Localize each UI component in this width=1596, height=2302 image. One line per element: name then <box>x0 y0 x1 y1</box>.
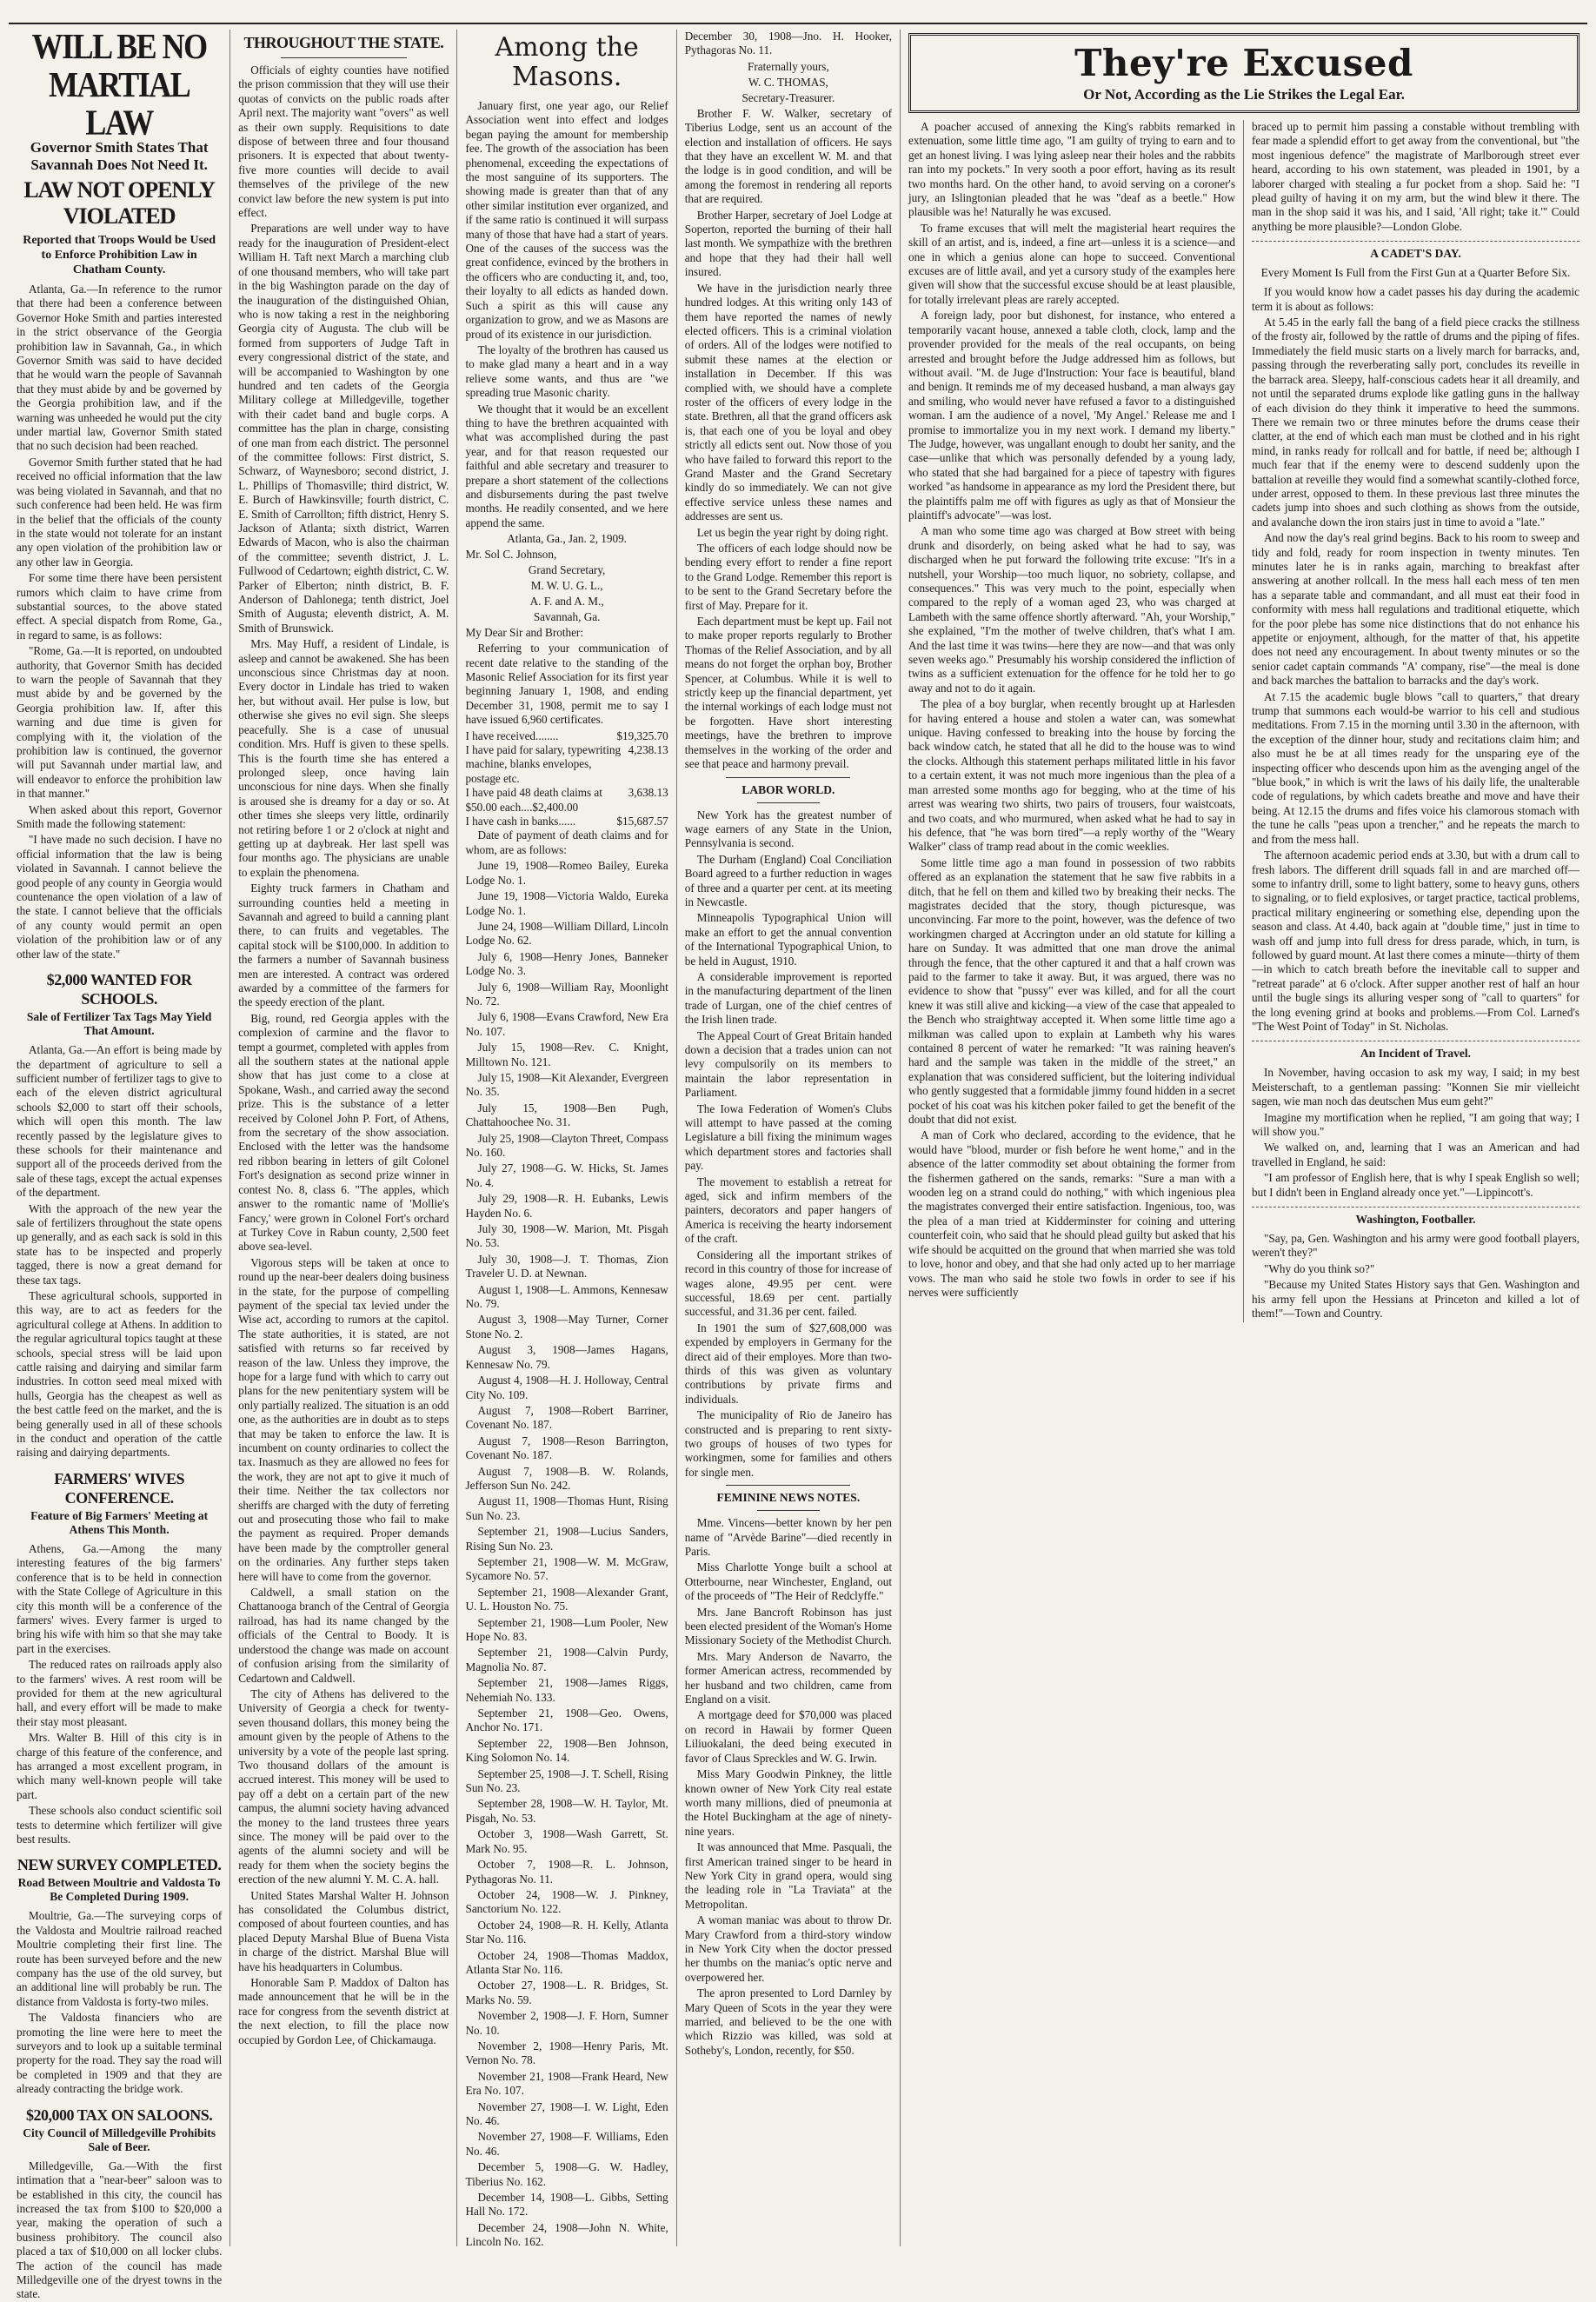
paragraph: The movement to establish a retreat for aged, sick and infirm members of the painters, decorators and paper hangers of America is receiving the hearty indorsement of the craft. <box>684 1174 892 1246</box>
death-claim-item: December 24, 1908—John N. White, Lincoln No. 162. <box>465 2220 668 2249</box>
death-claim-item: June 19, 1908—Romeo Bailey, Eureka Lodge No. 1. <box>465 859 668 887</box>
death-claim-item: November 27, 1908—I. W. Light, Eden No. 46. <box>465 2099 668 2127</box>
paragraph: A considerable improvement is reported in the manufacturing department of the linen trade of Lurgan, one of the chief centres of the Irish linen trade. <box>684 969 892 1027</box>
deck-excused: Or Not, According as the Lie Strikes the Legal Ear. <box>1083 86 1405 103</box>
paragraph: "Rome, Ga.—It is reported, on undoubted authority, that Governor Smith has decided to warn the people of Savannah that they must abide by and be governed by the Georgia prohibition law. If, after this warning and due time is given for complying with it, the violation of the prohibition law is continued, the governor will put Savannah under martial law, and will endeavor to enforce the prohibition law in that manner." <box>17 644 223 801</box>
death-claims-list <box>465 859 668 2249</box>
paragraph: The Valdosta financiers who are promoting the line were here to meet the surveyors and to look up a suitable terminal property for the road. They say the road will be completed in 1909 and that they are already contracting the bridge work. <box>17 2011 223 2096</box>
death-claim-item: August 7, 1908—Robert Barriner, Covenant No. 187. <box>465 1403 668 1432</box>
salutation: My Dear Sir and Brother: <box>465 626 583 640</box>
death-claim-item: July 30, 1908—J. T. Thomas, Zion Traveler U. D. at Newnan. <box>465 1252 668 1281</box>
deck-farmers-wives: Feature of Big Farmers' Meeting at Athens This Month. <box>30 1508 209 1536</box>
account-label: I have paid for salary, typewriting machine, blanks envelopes, postage etc. <box>465 743 622 785</box>
headline-saloon-tax: $20,000 TAX ON SALOONS. <box>25 2106 213 2124</box>
paragraph: "I am professor of English here, that is why I speak English so well; but I didn't been in England already once yet."—Lippincott's. <box>1252 1171 1579 1199</box>
account-value: $19,325.70 <box>616 729 668 742</box>
paragraph: The Iowa Federation of Women's Clubs will attempt to have passed at the coming Legislature a bill fixing the minimum wages which department stores and factories shall pay. <box>684 1101 892 1173</box>
column-4 <box>677 30 901 2246</box>
account-value: 4,238.13 <box>628 743 668 757</box>
paragraph: Let us begin the year right by doing right. <box>696 525 888 539</box>
account-label: I have cash in banks...... <box>465 815 576 828</box>
paragraph: Mrs. Walter B. Hill of this city is in charge of this feature of the conference, and has arranged a most excellent program, in which many well-known people will take part. <box>17 1731 223 1801</box>
headline-feminine-news: FEMININE NEWS NOTES. <box>716 1491 861 1505</box>
paragraph: When asked about this report, Governor Smith made the following statement: <box>17 802 223 831</box>
deck-saloon-tax: City Council of Milledgeville Prohibits Sale of Beer. <box>23 2126 216 2153</box>
death-claim-item: November 2, 1908—Henry Paris, Mt. Vernon No. 78. <box>465 2039 668 2067</box>
headline-farmers-wives: FARMERS' WIVES CONFERENCE. <box>54 1469 185 1507</box>
paragraph: Big, round, red Georgia apples with the complexion of carmine and the flavor to tempt a gourmet, completed with apples from all the southern states at the national apple show that has just come to a close at Spokane, Wash., and carried away the second prize. This is the substance of a letter received by Colonel John P. Fort, of Athens, from the secretary of the show association. Enclosed with the letter was the handsome red ribbon bearing in letters of gilt Colonel Fort's designation as second prize winner in contest No. 8, class 6. "The apples, which answer to the romantic name of 'Mollie's Fancy,' were grown in Colonel Fort's orchard at Turkey Cove in Rabun county, 2,500 feet above sea-level. <box>238 1011 449 1254</box>
headline-martial-law: WILL BE NO MARTIAL LAW <box>31 26 207 143</box>
death-claim-item: September 28, 1908—W. H. Taylor, Mt. Pisgah, No. 53. <box>465 1797 668 1825</box>
death-claim-item: August 1, 1908—L. Ammons, Kennesaw No. 79. <box>465 1282 668 1311</box>
headline-schools: $2,000 WANTED FOR SCHOOLS. <box>46 971 192 1008</box>
headline-new-survey: NEW SURVEY COMPLETED. <box>17 1856 222 1874</box>
account-row <box>465 815 668 828</box>
divider <box>1252 241 1579 242</box>
account-label: I have received........ <box>465 729 559 742</box>
death-claim-item: October 24, 1908—R. H. Kelly, Atlanta Star No. 116. <box>465 1918 668 1946</box>
paragraph: Mme. Vincens—better known by her pen name of "Arvède Barine"—died recently in Paris. <box>684 1516 892 1558</box>
divider <box>1252 1207 1579 1208</box>
paragraph: These agricultural schools, supported in this way, are to act as feeders for the agricultural college at Athens. In addition to the regular agricultural topics taught at these schools, special stress will be laid upon cattle raising and dairying and similar farm industries. In cotton seed meal mixed with hulls, Georgia has the cheapest as well as the best cattle feed on the market, and the is being generally used in all of these schools in the conduct and operation of the cattle raising and dairying departments. <box>17 1289 223 1460</box>
death-claim-item: October 3, 1908—Wash Garrett, St. Mark No. 95. <box>465 1827 668 1855</box>
death-claim-item: August 7, 1908—B. W. Rolands, Jefferson Sun No. 242. <box>465 1464 668 1492</box>
top-rule <box>9 10 1587 24</box>
excused-headline-box <box>908 33 1579 113</box>
death-claim-item: September 21, 1908—Lum Pooler, New Hope No. 83. <box>465 1615 668 1643</box>
account-value: 3,638.13 <box>628 786 668 800</box>
paragraph: The Appeal Court of Great Britain handed down a decision that a trades union can not levy compulsorily on its members to maintain the labor representation in Parliament. <box>684 1028 892 1100</box>
paragraph: In 1901 the sum of $27,608,000 was expended by employers in Germany for the direct aid of their employes. More than two-thirds of this was given as voluntary contributions by private firms and individuals. <box>684 1321 892 1406</box>
account-row <box>465 786 668 815</box>
death-claim-item: June 19, 1908—Victoria Waldo, Eureka Lodge No. 1. <box>465 889 668 917</box>
death-claim-item: September 25, 1908—J. T. Schell, Rising Sun No. 23. <box>465 1766 668 1795</box>
death-claim-item: July 29, 1908—R. H. Eubanks, Lewis Hayden No. 6. <box>465 1192 668 1220</box>
addressee-line: Savannah, Ga. <box>533 610 601 624</box>
headline-incident-travel: An Incident of Travel. <box>1360 1047 1472 1061</box>
paragraph: The loyalty of the brothren has caused us to make glad many a heart and in a way relieve some wants, and thus are "we spreading true Masonic charity. <box>465 343 668 400</box>
account-value: $15,687.57 <box>616 815 668 828</box>
death-claim-item: July 15, 1908—Rev. C. Knight, Milltown No. 121. <box>465 1041 668 1068</box>
death-claim-item: August 4, 1908—H. J. Holloway, Central City No. 109. <box>465 1374 668 1401</box>
paragraph: "Because my United States History says that Gen. Washington and his army fell upon the Hessians at Princeton and killed a lot of them!"—Town and Country. <box>1252 1278 1579 1321</box>
paragraph: Minneapolis Typographical Union will make an effort to get the annual convention of the International Typographical Union, to be held in August, 1910. <box>684 911 892 968</box>
death-claim-item: June 24, 1908—William Dillard, Lincoln Lodge No. 62. <box>465 919 668 948</box>
death-claim-item: August 11, 1908—Thomas Hunt, Rising Sun No. 23. <box>465 1494 668 1522</box>
closing: Fraternally yours, <box>747 59 829 73</box>
divider <box>757 802 819 803</box>
paragraph: Moultrie, Ga.—The surveying corps of the Valdosta and Moultrie railroad reached Moultrie completing their first line. The route has been surveyed before and the new company has the use of the old survey, but an additional line will probably be run. The distance from Valdosta is forty-two miles. <box>17 1909 223 2008</box>
paragraph: In November, having occasion to ask my way, I said; in my best Meisterschaft, to a gentleman passing: "Konnen Sie mir vielleicht sagen, wie man noch das deutschen Mus eum geht?" <box>1252 1066 1579 1108</box>
paragraph: Preparations are well under way to have ready for the inauguration of President-elect William H. Taft next March a marching club of one thousand members, who will take part in the big Washington parade on the day of the inauguration of the distinguished Ohian, who is now taking a rest in the neighboring Georgia city of Augusta. The club will be formed from supporters of Judge Taft in every congressional district of the state, and will be accompanied to Washington by one hundred and ten cadets of the Georgia Military college at Milledgeville, together with their cadet band and bugle corps. A committee has the plan in charge, consisting of one man from each district. The personnel of the committee follows: First district, S. Schwarz, of Waynesboro; second district, J. L. Phillips of Thomasville; third district, W. E. Burch of Hawkinsville; fourth district, C. E. Smith of Carrollton; fifth district, Henry S. Jackson of Atlanta; sixth district, Warren Edwards of Macon, who is also the chairman of the committee; seventh district, J. L. Fullwood of Cedartown; eighth district, C. W. Parker of Elberton; ninth district, B. F. Anderson of Dahlonega; tenth district, Joel Smith of Augusta; eleventh district, A. M. Smith of Brunswick. <box>238 222 449 635</box>
addressee-line: A. F. and A. M., <box>529 595 604 609</box>
death-claim-item: July 6, 1908—William Ray, Moonlight No. 72. <box>465 980 668 1008</box>
death-claim-item: September 21, 1908—James Riggs, Nehemiah No. 133. <box>465 1676 668 1704</box>
paragraph: The Durham (England) Coal Conciliation Board agreed to a further reduction in wages of three and a quarter per cent. at its meeting in Newcastle. <box>684 852 892 908</box>
death-claim-item: August 3, 1908—James Hagans, Kennesaw No. 79. <box>465 1343 668 1371</box>
column-5b <box>1244 120 1579 1322</box>
death-claim-item: July 25, 1908—Clayton Threet, Compass No. 160. <box>465 1131 668 1159</box>
death-claim-item: October 7, 1908—R. L. Johnson, Pythagoras No. 11. <box>465 1858 668 1886</box>
paragraph: New York has the greatest number of wage earners of any State in the Union, Pennsylvania is second. <box>684 808 892 850</box>
death-claim-item: September 21, 1908—W. M. McGraw, Sycamore No. 57. <box>465 1554 668 1583</box>
paragraph: Honorable Sam P. Maddox of Dalton has made announcement that he will be in the race for congress from the seventh district at the next election, to fill the place now occupied by Gordon Lee, of Chickamauga. <box>238 1976 449 2046</box>
death-claim-item: July 27, 1908—G. W. Hicks, St. James No. 4. <box>465 1161 668 1189</box>
death-claim-item: November 21, 1908—Frank Heard, New Era No. 107. <box>465 2069 668 2098</box>
paragraph: Referring to your communication of recent date relative to the standing of the Masonic Relief Association for its first year beginning January 1, 1908, and ending December 31, 1908, permit me to say I have issued 6,960 certificates. <box>465 642 668 727</box>
deck-cadets-day: Every Moment Is Full from the First Gun at a Quarter Before Six. <box>1260 266 1571 280</box>
signer: W. C. THOMAS, <box>748 75 828 89</box>
paragraph: The municipality of Rio de Janeiro has constructed and is preparing to rent sixty-two groups of houses of two types for workingmen, some for families and others for single men. <box>684 1408 892 1479</box>
death-claim-item: August 3, 1908—May Turner, Corner Stone No. 2. <box>465 1313 668 1341</box>
paragraph: Each department must be kept up. Fail not to make proper reports regularly to Brother Thomas of the Relief Association, and by all means do not forget the orphan boy, Brother Spencer, at Columbus. While it is well to strictly keep up the financial department, yet the internal workings of each lodge must not be forgotten. Have short interesting meetings, have the brethren to improve themselves in the working of the order and see that peace and harmony prevail. <box>684 615 892 771</box>
paragraph: Imagine my mortification when he replied, "I am going that way; I will show you." <box>1252 1110 1579 1138</box>
paragraph: A mortgage deed for $70,000 was placed on record in Hawaii by former Queen Liliuokalani, the deed being executed in favor of Claus Spreckles and W. G. Irwin. <box>684 1708 892 1765</box>
deck-martial-law: Governor Smith States That Savannah Does Not Need It. <box>30 139 209 173</box>
paragraph: Caldwell, a small station on the Chattanooga branch of the Central of Georgia railroad, has had its name changed by the officials of the Central to Boody. It is understood the change was made on account of confusion arising from the similarity of Cedartown and Caldwell. <box>238 1586 449 1685</box>
addressee-line: Mr. Sol C. Johnson, <box>465 548 557 562</box>
account-row <box>465 743 668 786</box>
paragraph: "Why do you think so?" <box>1264 1261 1375 1275</box>
paragraph: At 5.45 in the early fall the bang of a field piece cracks the stillness of the frosty air, followed by the rattle of drums and the piping of fifes. Immediately the field music starts on a lively march for barracks, and, passing through the reverberating sally port, concludes its reveille in the barrack area. Sleepy, half-conscious cadets hear it all dreamily, and not until the separated drums explode like gatling guns in the hallway of each division do they think it imperative to heed the summons. There we remain two or three minutes before the drums cease their clatter, at the end of which each man must be clothed and in his right mind, in ranks ready for rollcall and for battle, if need be; although I much fear that if the enemy were to descend suddenly upon the battalion at reveille they would find a somewhat scantily-clothed force, under arrest, opposed to them. In these previous last three minutes the cadets jump into shoes and such clothing as shows from the outside, and avalanche down the iron stairs just in time to avoid a "late." <box>1252 316 1579 529</box>
deck-troops: Reported that Troops Would be Used to Enforce Prohibition Law in Chatham County. <box>23 234 216 276</box>
headline-cadets-day: A CADET'S DAY. <box>1370 247 1461 261</box>
addressee-line: M. W. U. G. L., <box>530 579 603 593</box>
paragraph: Mrs. Mary Anderson de Navarro, the former American actress, recommended by her husband and two children, came from England on a visit. <box>684 1649 892 1707</box>
death-claim-item: September 21, 1908—Alexander Grant, U. L. Houston No. 75. <box>465 1585 668 1613</box>
paragraph: Officials of eighty counties have notified the prison commission that they will use their quotas of convicts on the public roads after April next. The majority want "overs" as well as their own supply. Requisitions to date dispose of between three and four thousand prisoners. It is expected that about twenty-five more counties will decide to avail themselves of the privilege of the new convict law before the new system is put into effect. <box>238 63 449 220</box>
death-claim-item: October 24, 1908—W. J. Pinkney, Sanctorium No. 122. <box>465 1887 668 1916</box>
paragraph: Mrs. May Huff, a resident of Lindale, is asleep and cannot be awakened. She has been unconscious since Christmas day at noon. Every doctor in Lindale has tried to waken her, but without avail. Her pulse is low, but otherwise she gives no evil sign. She sleeps peacefully. She is a case of unusual condition. Mrs. Huff is given to these spells. This is the fourth time she has entered a prolonged sleep, once having lain unconscious for nine days. When she finally is aroused she is dreamy for a day or so. At other times she sleeps very little, ordinarily not retiring before 1 or 2 o'clock at night and getting up at daybreak. Her last spell was four months ago. The physicians are unable to explain the phenomena. <box>238 637 449 879</box>
death-claim-item: November 27, 1908—F. Williams, Eden No. 46. <box>465 2130 668 2158</box>
divider <box>726 1485 850 1486</box>
death-claim-item: July 30, 1908—W. Marion, Mt. Pisgah No. 53. <box>465 1222 668 1250</box>
paragraph: A man who some time ago was charged at Bow street with being drunk and disorderly, on being asked what he had to say, was discharged when he put forward the following trite excuse: "It's in a nutshell, your Worship—too much liquor, no sobriety, collapse, and consequences." This was very much to the point, especially when compared to the reply of a woman aged 23, who was charged at Lambeth with the same offence shortly afterward. "Ah, your Worship," she explained, "I'm the mother of twelve children, that's what I am. And the last time it was twins—here they are now—and that was only seven weeks ago." Presumably his worship considered the infliction of twins as a sufficient extenuation for the offence for he told her to go away and not to do it again. <box>908 524 1236 695</box>
accounts-table <box>465 729 668 829</box>
paragraph: The plea of a boy burglar, when recently brought up at Harlesden for having entered a house and stolen a water can, was somewhat unique. Having confessed to breaking into the house by forcing the back window catch, he stated that all he did to the house was to wind the clocks. Although this statement perhaps militated little in his favor to a certain extent, it was not much more ingenious than the plea of a man arrested some months ago for begging, who at the time of his arrest was wearing two shirts, two pairs of trousers, four waistcoats, and two coats, and who murmured, when asked what he had to say in his defence, that "he was born tired"—a reply worthy of the "Weary Walker" class of tramp read about in the comic weeklies. <box>908 697 1236 854</box>
paragraph: A woman maniac was about to throw Dr. Mary Crawford from a third-story window in New York City when the doctor pressed her thumbs on the maniac's optic nerve and overpowered her. <box>684 1913 892 1984</box>
paragraph: Some little time ago a man found in possession of two rabbits offered as an explanation the statement that he saw five rabbits in a ditch, that he fell on them and killed two by breaking their necks. The magistrates decided that the story, though picturesque, was unconvincing. Far more to the point, however, was the defence of two workingmen charged at Accrington under an old statute for killing a hare on Sunday. It was admitted that one man drove the animal through the fence, that the other captured it and that a half crown was paid to the farmer to take it away. But, it was argued, there was no evidence to show that "pussy" ever was killed, and for all the court knew it was still alive and kicking—a view of the case that appealed to the Bench who straightway accepted it. When some little time ago a milkman was called upon to explain at Lambeth why his wares contained 8 percent of water he remarked: "It was raining heaven's hard and the sample was taken in the middle of the street," an explanation that was considered sufficient, but the loitering individual who gently suggested that a formidable jimmy found hidden in a secret pocket of his coat was his kitchen poker failed to get the benefit of the doubt that did not exist. <box>908 855 1236 1127</box>
paragraph: Brother F. W. Walker, secretary of Tiberius Lodge, sent us an account of the election and installation of officers. He says that they have an excellent W. M. and that the lodge is in good condition, and will be among the foremost in rendering all reports that are required. <box>684 106 892 206</box>
paragraph: The reduced rates on railroads apply also to the farmers' wives. A rest room will be provided for them at the new agricultural hall, and every effort will be made to make their stay most pleasant. <box>17 1658 223 1728</box>
headline-masons: Among the Masons. <box>495 32 639 92</box>
headline-excused: They're Excused <box>1074 42 1413 84</box>
column-1 <box>9 26 230 2301</box>
death-claim-item: July 6, 1908—Henry Jones, Banneker Lodge No. 3. <box>465 949 668 978</box>
column-5 <box>901 30 1587 2246</box>
death-claim-item: September 22, 1908—Ben Johnson, King Solomon No. 14. <box>465 1736 668 1765</box>
addressee-line: Grand Secretary, <box>528 563 606 577</box>
paragraph: Vigorous steps will be taken at once to round up the near-beer dealers doing business in the state, for the purpose of compelling payment of the special tax levied under the Wise act, according to rumors at the capitol. The state authorities, it is stated, are not satisfied with returns so far received by reason of the law. Unless they improve, the hope for a large fund with which to carry out plans for the new penitentiary system will be only partially realized. The situation is an odd one, as the authorities are in doubt as to steps that may be taken to enforce the law. It is incumbent on county ordinaries to collect the tax. Inasmuch as they are allowed no fees for the work, they are not apt to give it much of their time. Neither the tax collectors nor sheriffs are charged with the duty of ferreting out and prosecuting those who fail to make the payment as required. Proper demands have been made by the comptroller general on the ordinaries. Any further steps taken here will have to come from the governor. <box>238 1255 449 1583</box>
death-claim-item: October 27, 1908—L. R. Bridges, St. Marks No. 59. <box>465 1979 668 2006</box>
death-claim-item: August 7, 1908—Reson Barrington, Covenant No. 187. <box>465 1434 668 1462</box>
headline-throughout-state: THROUGHOUT THE STATE. <box>243 34 444 51</box>
paragraph: We thought that it would be an excellent thing to have the brethren acquainted with what was accomplished during the past year, and for that reason requested our faithful and able secretary and treasurer to prepare a short statement of the collections and disbursements during the past twelve months. He readily consented, and we here append the same. <box>465 402 668 529</box>
paragraph: With the approach of the new year the sale of fertilizers throughout the state opens up generally, and as each sack is sold in this state has to be inspected and properly tagged, there is now a great demand for these tax tags. <box>17 1201 223 1287</box>
paragraph: A man of Cork who declared, according to the evidence, that he would have "blood, murder or fish before he went home," and in the absence of the latter commodity set about obtaining the former from the fishermen gathered on the sands, remarks: "Sure a man with a wooden leg on a strand could do nothing," with which ingenious plea the magistrates converged their entire satisfaction. Ingenious, too, was the plea of a man tried at Kidderminster for coining and uttering counterfeit coin, who said that he should plead guilty but asked that his wife should be acquitted on the ground that when married she was told to love, honor and obey, and that she had only acted up to her marriage vows. The man who said he stole two fowls in order to see if his nerves were sufficiently <box>908 1128 1236 1299</box>
paragraph: A poacher accused of annexing the King's rabbits remarked in extenuation, some little time ago, "I am guilty of trying to earn and to get an honest living. I was lying asleep near their holes and the rabbits ran into my pockets." In very sooth a poor effort, having as its result two months hard. On the other hand, to avoid serving on a coroner's jury, an Islingtonian pleaded that he was "deaf as a beetle." How plausible was he! Naturally he was excused. <box>908 120 1236 219</box>
death-claim-item: December 14, 1908—L. Gibbs, Setting Hall No. 172. <box>465 2191 668 2219</box>
death-claim-item: September 21, 1908—Lucius Sanders, Rising Sun No. 23. <box>465 1525 668 1553</box>
death-claim-item: October 24, 1908—Thomas Maddox, Atlanta Star No. 116. <box>465 1948 668 1976</box>
paragraph: For some time there have been persistent rumors which claim to have crime from substantial sources, to the above stated effect. A special dispatch from Rome, Ga., in regard to same, is as follows: <box>17 571 223 642</box>
column-3 <box>457 30 676 2249</box>
death-claim-item: December 5, 1908—G. W. Hadley, Tiberius No. 162. <box>465 2160 668 2188</box>
death-claim-item: July 6, 1908—Evans Crawford, New Era No. 107. <box>465 1010 668 1038</box>
paragraph: "I have made no such decision. I have no official information that the law is being violated in Savannah. I cannot believe the good people of any county in Georgia would countenance the open violation of a law of the state. I cannot believe that the officials of any county would permit an open violation of the prohibition law or of any other law of the state." <box>17 833 223 961</box>
paragraph: A foreign lady, poor but dishonest, for instance, who entered a temporarily vacant house, annexed a table cloth, clock, lamp and the provender provided for the meals of the real occupants, on being arrested and brought before the Judge addressed him as follows, but without avail. "M. de Juge d'Instruction: Your face is beautiful, bland and benign. It reminds me of my deceased husband, a man always gay and smiling, who would never have refused a favor to a distinguished woman. I am the audience of a novel, 'My Angel.' Release me and I promise to immortalize you in my next work. I demand my liberty." The Judge, however, was ungallant enough to doubt her sanity, and the case—unlike that which was personally defended by a young lady, who stated that she had bargained for a piece of tapestry with figures worked "as handsome in appearance as my lord the President there, but the plaintiffs palm me off with figures as ugly as that of Monsieur the plaintiff's advocate"—was lost. <box>908 309 1236 522</box>
account-label: I have paid 48 death claims at $50.00 each....$2,400.00 <box>465 786 602 814</box>
paragraph: January first, one year ago, our Relief Association went into effect and lodges began paying the amount for membership fee. The growth of the association has been phenomenal, exceeding the expectations of the most sanguine of its supporters. The showing made is greater than that of any other similar institution ever organized, and if the same ratio is continued it will surpass many of those that have had a start of years. One of the causes of the success was the great confidence, evinced by the brothers in the officers who are conducting it, and, too, their loyalty to all edicts as handed down. Such a spirit as this will cause any organization to grow, and we as Masons are proud of its existence in our jurisdiction. <box>465 99 668 341</box>
paragraph: The afternoon academic period ends at 3.30, but with a drum call to fresh labors. The different drill squads fall in and are marched off—some to infantry drill, some to light battery, some to heavy guns, others to signaling, or to field explosives, or target practice, tactical problems, practical military engineering or something else, depending upon the season and class. At 4.40, back again at "double time," just in time to wash off and jump into full dress for dress parade, which, in turn, is followed by guard mount. At last there comes a minute—thirty of them—in which to catch breath before the inevitable call to supper and "retreat parade" at 6 o'clock. After supper another rest of half an hour until the bugle sings its alluring vesper song of "call to quarters" for the long evening grind at books and problems.—From Col. Larned's "The West Point of Today" in St. Nicholas. <box>1252 848 1579 1033</box>
paragraph: Governor Smith further stated that he had received no official information that the law was being violated in Savannah, and that no such conference had been held. He was firm in the belief that the officials of the county in the state would not tolerate for an instant any open violation of the prohibition law or any other law in Georgia. <box>17 455 223 569</box>
excused-subcolumns <box>908 120 1579 1322</box>
paragraph: If you would know how a cadet passes his day during the academic term it is about as follows: <box>1252 285 1579 313</box>
paragraph: Milledgeville, Ga.—With the first intimation that a "near-beer" saloon was to be established in this city, the council has increased the tax from $100 to $20,000 a year, making the operation of such a business prohibitory. The council also placed a tax of $10,000 on all locker clubs. The action of the council has made Milledgeville one of the dryest towns in the state. <box>17 2159 223 2301</box>
paragraph: We walked on, and, learning that I was an American and had travelled in England, he said: <box>1252 1141 1579 1168</box>
paragraph: The city of Athens has delivered to the University of Georgia a check for twenty-seven thousand dollars, this money being the amount given by the people of Athens to the university by a vote of the people last spring. Two thousand dollars of the amount is accrued interest. This money will be used to pay off a debt on a certain part of the new campus, the alumni society having advanced the money to the land trustees three years since. The money will be paid over to the agents of the alumni society and will be ready for them when the society begins the erection of the new alumni Y. M. C. A. hall. <box>238 1687 449 1886</box>
paragraph: Miss Charlotte Yonge built a school at Otterbourne, near Winchester, England, out of the proceeds of "The Heir of Redclyffe." <box>684 1560 892 1603</box>
signer-title: Secretary-Treasurer. <box>741 90 835 104</box>
death-claim-item: July 15, 1908—Kit Alexander, Evergreen No. 35. <box>465 1070 668 1099</box>
divider <box>281 57 407 58</box>
deck-schools: Sale of Fertilizer Tax Tags May Yield That Amount. <box>26 1010 212 1038</box>
headline-labor-world: LABOR WORLD. <box>741 782 835 796</box>
paragraph: The officers of each lodge should now be bending every effort to render a fine report to the Grand Lodge. Remember this report is to be sent to the Grand Secretary before the first of May. Prepare for it. <box>684 542 892 612</box>
paragraph: "Say, pa, Gen. Washington and his army were good football players, weren't they?" <box>1252 1232 1579 1260</box>
paragraph: braced up to permit him passing a constable without trembling with fear made a splendid effort to get away from the conventional, but "the most ingenious defence" the magistrate of Marlborough street ever heard, according to his own statement, was pleaded in 1901, by a laborer charged with stealing a fur pocket from a shop. Said he: "I plead guilty of having it on my arm, but the wind blew it there. The man in the shop said it was his, and I said, 'All right; take it.'" Could anything be more plausible?—London Globe. <box>1252 120 1579 233</box>
column-2 <box>230 30 457 2246</box>
paragraph: Eighty truck farmers in Chatham and surrounding counties held a meeting in Savannah and agreed to build a canning plant there, to can fruits and vegetables. The capital stock will be $100,000. In addition to the farmers a number of Savannah business men are interested. A contract was ordered awarded by a committee of the farmers for the speedy erection of the plant. <box>238 882 449 1009</box>
paragraph: Miss Mary Goodwin Pinkney, the little known owner of New York City real estate worth many millions, died of pneumonia at the Hotel Buckingham at the age of ninety-nine years. <box>684 1767 892 1838</box>
paragraph: Mrs. Jane Bancroft Robinson has just been elected president of the Woman's Home Missionary Society of the Methodist Church. <box>684 1605 892 1647</box>
paragraph: United States Marshal Walter H. Johnson has consolidated the Columbus district, composed of about fourteen counties, and has placed Deputy Marshal Blue of Buena Vista in charge of the district. Marshal Blue will have his headquarters in Columbus. <box>238 1888 449 1973</box>
death-claim-item: November 2, 1908—J. F. Horn, Sumner No. 10. <box>465 2009 668 2037</box>
paragraph: We have in the jurisdiction nearly three hundred lodges. At this writing only 143 of them have reported the names of newly elected officers. This is a criminal violation of orders. All of the lodges were notified to submit these names at the election or installation in December. If this was complied with, we should have a complete roster of the officers of every lodge in the state. Brethren, all that the grand officers ask is, that each one of you be loyal and obey strictly all edicts sent out. Now those of you who have failed to forward this report to the Grand Master and the Grand Secretary kindly do so immediately. We can not give effective service unless these names and addresses are sent us. <box>684 281 892 523</box>
paragraph: December 30, 1908—Jno. H. Hooker, Pythagoras No. 11. <box>684 30 892 57</box>
headline-washington-footballer: Washington, Footballer. <box>1355 1213 1476 1227</box>
paragraph: At 7.15 the academic bugle blows "call to quarters," that dreary trump that summons each would-be warrior to his cell and studious meditations. From 7.15 in the morning until 3.30 in the afternoon, with the exception of the dinner hour, study and recitations claim him; and also must he be at all times ready for the unsparing eye of the inspecting officer who descends upon him as the avenging angel of the "blue book," in which is writ the laws of his daily life, the unalterable code of regulations, by which cadets breathe and move and have their being. At 12.15 the drums and fifes voice his clamorous stomach with the tune he calls "peas upon a trencher," and he repeats the march to and from the mess hall. <box>1252 689 1579 846</box>
column-5a <box>908 120 1244 1322</box>
paragraph: The apron presented to Lord Darnley by Mary Queen of Scots in the year they were married, and believed to be the one with which Rizzio was killed, was sold at Sotheby's, London, recently, for $50. <box>684 1986 892 2057</box>
columns <box>9 26 1587 2301</box>
paragraph: To frame excuses that will melt the magisterial heart requires the skill of an artist, and is, indeed, a fine art—unless it is a science—and one in which a genius alone can hope to succeed. Conventional excuses are of little avail, and yet a cursory study of the examples here given will show that the successful excuse should be at least plausible, for totally irrelevant pleas are rarely accepted. <box>908 221 1236 306</box>
account-row <box>465 729 668 743</box>
paragraph: These schools also conduct scientific soil tests to determine which fertilizer will give best results. <box>17 1804 223 1846</box>
dateline: Atlanta, Ga., Jan. 2, 1909. <box>507 532 627 546</box>
paragraph: It was announced that Mme. Pasquali, the first American trained singer to be heard in New York City in grand opera, would sing the leading role in "La Traviata" at the Metropolitan. <box>684 1840 892 1911</box>
divider <box>726 777 850 778</box>
deck-new-survey: Road Between Moultrie and Valdosta To Be Completed During 1909. <box>17 1876 221 1904</box>
paragraph: Atlanta, Ga.—An effort is being made by the department of agriculture to sell a sufficient number of fertilizer tags to give to each of the eleven district agricultural schools $2,000 to start off their schools, which will open this month. The law recently passed by the legislature gives to these schools for their maintenance and support all of the proceeds derived from the sale of these tags, except the actual expenses of the department. <box>17 1043 223 1200</box>
paragraph: Athens, Ga.—Among the many interesting features of the big farmers' conference that is to be held in connection with the State College of Agriculture in this city this month will be a conference of the farmers' wives. Every farmer is urged to bring his wife with him so that she may take part in the exercises. <box>17 1541 223 1655</box>
headline-law-not-violated: LAW NOT OPENLY VIOLATED <box>23 177 215 229</box>
paragraph: Considering all the important strikes of record in this country of those for increase of wages alone, 49.95 per cent. were successful, 18.69 per cent. partially successful, and 31.36 per cent. failed. <box>684 1247 892 1319</box>
death-claim-item: July 15, 1908—Ben Pugh, Chattahoochee No. 31. <box>465 1101 668 1129</box>
death-claim-item: September 21, 1908—Geo. Owens, Anchor No. 171. <box>465 1707 668 1734</box>
paragraph: Brother Harper, secretary of Joel Lodge at Soperton, reported the burning of their hall last month. We sympathize with the brethren and hope that they had their hall well insured. <box>684 208 892 279</box>
death-claim-item: September 21, 1908—Calvin Purdy, Magnolia No. 87. <box>465 1646 668 1673</box>
divider <box>757 1510 819 1511</box>
paragraph: Date of payment of death claims and for whom, are as follows: <box>465 828 668 856</box>
paragraph: Atlanta, Ga.—In reference to the rumor that there had been a conference between Governor Hoke Smith and parties interested in the strict observance of the Georgia prohibition law in Savannah, Ga., in which Governor Smith was said to have decided that he would warn the people of Savannah that they must abide by and be governed by the Georgia prohibition law, and if the warning was unheeded he would put the city under martial law, Governor Smith stated that no such decision had been reached. <box>17 283 223 453</box>
paragraph: And now the day's real grind begins. Back to his room to sweep and tidy and fold, ready for room inspection in twenty minutes. Ten minutes later he is in ranks again, marching to breakfast after answering at another rollcall. In the mess hall each mess of ten men has a separate table and commandant, and all must eat their food in conformity with mess hall regulations and traditional etiquette, which for the poor plebe has some nice distinctions that do not enhance his appetite or enjoyment, although, for the matter of that, his appetite does not need any encouragement. In about twenty minutes or so the senior cadet captain commands "A' company, rise"—the meal is done and back marches the battalion to barracks and the day's work. <box>1252 531 1579 688</box>
